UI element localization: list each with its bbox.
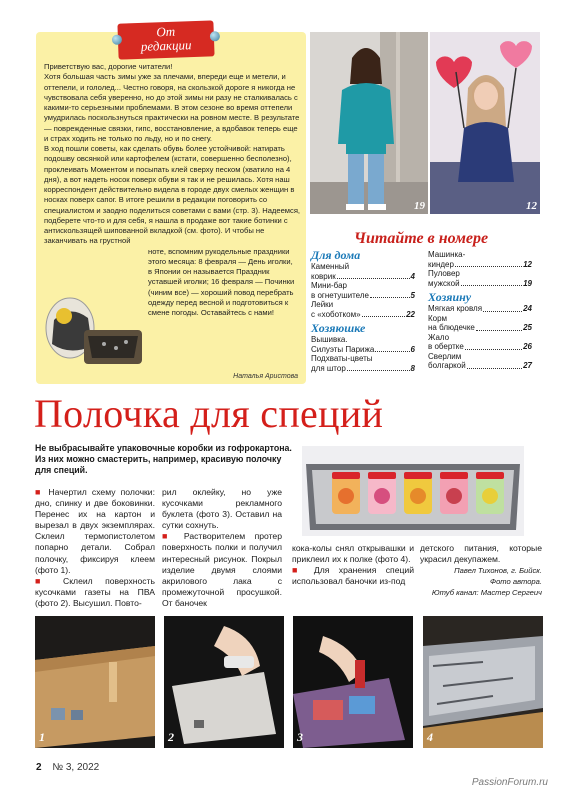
step-photo-4: [423, 616, 543, 748]
contents-item[interactable]: коврик 4: [311, 271, 415, 281]
page-number: 2: [36, 762, 42, 773]
contents-line[interactable]: Корм: [428, 313, 448, 323]
article-title: Полочка для специй: [34, 391, 384, 436]
article-paragraph: ■ Начертил схему полочки: дно, спинку и две боковинки. Перенес их на картон и вырезал в двух экземплярах. Склеил термопистолетом попарно детали. Собрал полочку, фиксируя клеем (фото 1).: [35, 487, 155, 575]
spice-shelf-photo: [302, 446, 524, 536]
editorial-paragraph: Хотя большая часть зимы уже за плечами, впереди еще и метели, и оттепели, и гололед... Честно говоря, на скользкой дороге я никогда не чувствовала себя уверенно, но до этой зимы ни разу не сталкивалась с какими-то серьезными проблемами. В этом сезоне во время оттепели умудрилась поскользнуться практически на ровном месте. В результате — поврежденные связки, гипс, восстановление, а вдобавок теперь еще и страх ходить не только по льду, но и по снегу.: [44, 72, 300, 143]
watermark: PassionForum.ru: [471, 777, 548, 788]
step-photo-number: 4: [427, 730, 433, 744]
contents-item[interactable]: с «хоботком» 22: [311, 309, 415, 319]
article-column-2: [162, 487, 282, 609]
editorial-paragraph: В ход пошли советы, как сделать обувь более устойчивой: натирать подошву овсянкой или картофелем (кстати, совершенно бесполезно), проклеивать Моментом и посыпать клей сверху песком (хватило на 4 дня), а вот надеть носок поверх обуви я так и не решилась. Хотя наш корреспондент действительно видела в городе двух смелых женщин в носках поверх сапог. В итоге решили в редакции поговорить со специалистом и заодно поделиться советами с вами (стр. 3). Надеемся, подберете что-то и для себя, я нашла в продаже вот такие ботинки с антискользящей шипованной вкладкой (см. фото). И чтобы не заканчивать на грустной: [44, 144, 301, 246]
article-paragraph: кока-колы снял открывашки и приклеил их к полке (фото 4).: [292, 543, 414, 565]
contents-item[interactable]: Мягкая кровля 24: [428, 304, 532, 313]
step-photo-number: 2: [168, 730, 174, 744]
contents-title: Читайте в номере: [354, 230, 489, 247]
gluing-newspaper-image: [164, 616, 284, 748]
article-paragraph: ■ Растворителем протер поверхность полки и получил интересный рисунок. Покрыл изделие двумя слоями акрилового лака с промежуточной просушкой. От баночек: [162, 531, 282, 608]
article-column-3: [292, 543, 414, 587]
issue-number: № 3, 2022: [52, 762, 100, 773]
badge-line1: От: [156, 23, 176, 40]
contents-item[interactable]: мужской 19: [428, 278, 532, 288]
contents-item[interactable]: киндер 12: [428, 259, 532, 269]
editorial-text: [44, 62, 302, 318]
contents-line[interactable]: Подхваты-цветы: [311, 354, 373, 363]
editorial-badge: [117, 20, 214, 59]
photo-page-number: 12: [526, 200, 537, 212]
photo-woman-sweater: [310, 32, 428, 214]
article-paragraph: ■ Для хранения специй использовал баночки из-под: [292, 565, 414, 587]
contents-line[interactable]: Вышивка.: [311, 335, 348, 344]
page-footer: [36, 762, 99, 773]
step-photo-1: [35, 616, 155, 748]
girl-hearts-image: [430, 32, 540, 214]
painted-shelf-image: [423, 616, 543, 748]
contents-section-heading: Хозяюшке: [311, 321, 366, 335]
booklet-gluing-image: [293, 616, 413, 748]
contents-line[interactable]: Пуловер: [428, 269, 460, 278]
contents-item[interactable]: в обертке 26: [428, 342, 532, 351]
boots-photo: [40, 286, 144, 372]
contents-left-column: [311, 246, 415, 373]
contents-line[interactable]: Каменный: [311, 262, 350, 271]
contents-section-heading: Для дома: [311, 248, 361, 262]
step-photo-3: [293, 616, 413, 748]
photo-page-number: 19: [414, 200, 425, 212]
cardboard-shelf-image: [35, 616, 155, 748]
step-photo-number: 1: [39, 730, 45, 744]
contents-right-column: [428, 250, 532, 371]
article-column-1: [35, 487, 155, 609]
article-photo-credit: Фото автора.: [490, 577, 542, 587]
article-column-4: [420, 543, 542, 598]
contents-item[interactable]: болгаркой 27: [428, 361, 532, 370]
step-photo-2: [164, 616, 284, 748]
photo-girl-hearts: [430, 32, 540, 214]
editorial-greeting: Приветствую вас, дорогие читатели!: [44, 62, 173, 71]
editorial-paragraph: ноте, вспомним рукодельные праздники этого месяца: 8 февраля — День иголки, в Японии он называется Праздник уставшей иголки; 16 февраля — Починки (чиним все) — хороший повод перебрать одежду перед весной и подготовиться к смене погоды. Оставайтесь с нами!: [148, 246, 295, 317]
badge-line2: редакции: [140, 37, 192, 54]
contents-section-heading: Хозяину: [428, 290, 472, 304]
contents-item[interactable]: для штор 8: [311, 363, 415, 373]
editorial-signature: Наталья Аристова: [233, 373, 298, 380]
contents-item[interactable]: в огнетушителе 5: [311, 290, 415, 300]
contents-line[interactable]: Жало: [428, 332, 450, 342]
article-lead: Не выбрасывайте упаковочные коробки из гофрокартона. Из них можно смастерить, например, красивую полочку для специй.: [35, 443, 292, 475]
woman-sweater-image: [310, 32, 428, 214]
step-photo-number: 3: [297, 730, 303, 744]
contents-line[interactable]: Сверлим: [428, 351, 462, 361]
contents-line[interactable]: Лейки: [311, 300, 334, 309]
article-paragraph: детского питания, которые украсил декупажем.: [420, 543, 542, 565]
editorial-box: [36, 32, 306, 384]
article-paragraph: рил оклейку, но уже кусочками рекламного буклета (фото 3). Оставил на сутки сохнуть.: [162, 487, 282, 531]
contents-item[interactable]: Силуэты Парижа 6: [311, 344, 415, 354]
contents-line[interactable]: Машинка-: [428, 250, 466, 259]
article-author: Павел Тихонов, г. Бийск.: [454, 566, 542, 576]
article-channel: Ютуб канал: Мастер Сергеич: [431, 588, 542, 598]
contents-line[interactable]: Мини-бар: [311, 281, 347, 290]
contents-item[interactable]: на блюдечке 25: [428, 323, 532, 332]
article-paragraph: ■ Склеил поверхность кусочками газеты на ПВА (фото 2). Высушил. Повто-: [35, 575, 155, 608]
